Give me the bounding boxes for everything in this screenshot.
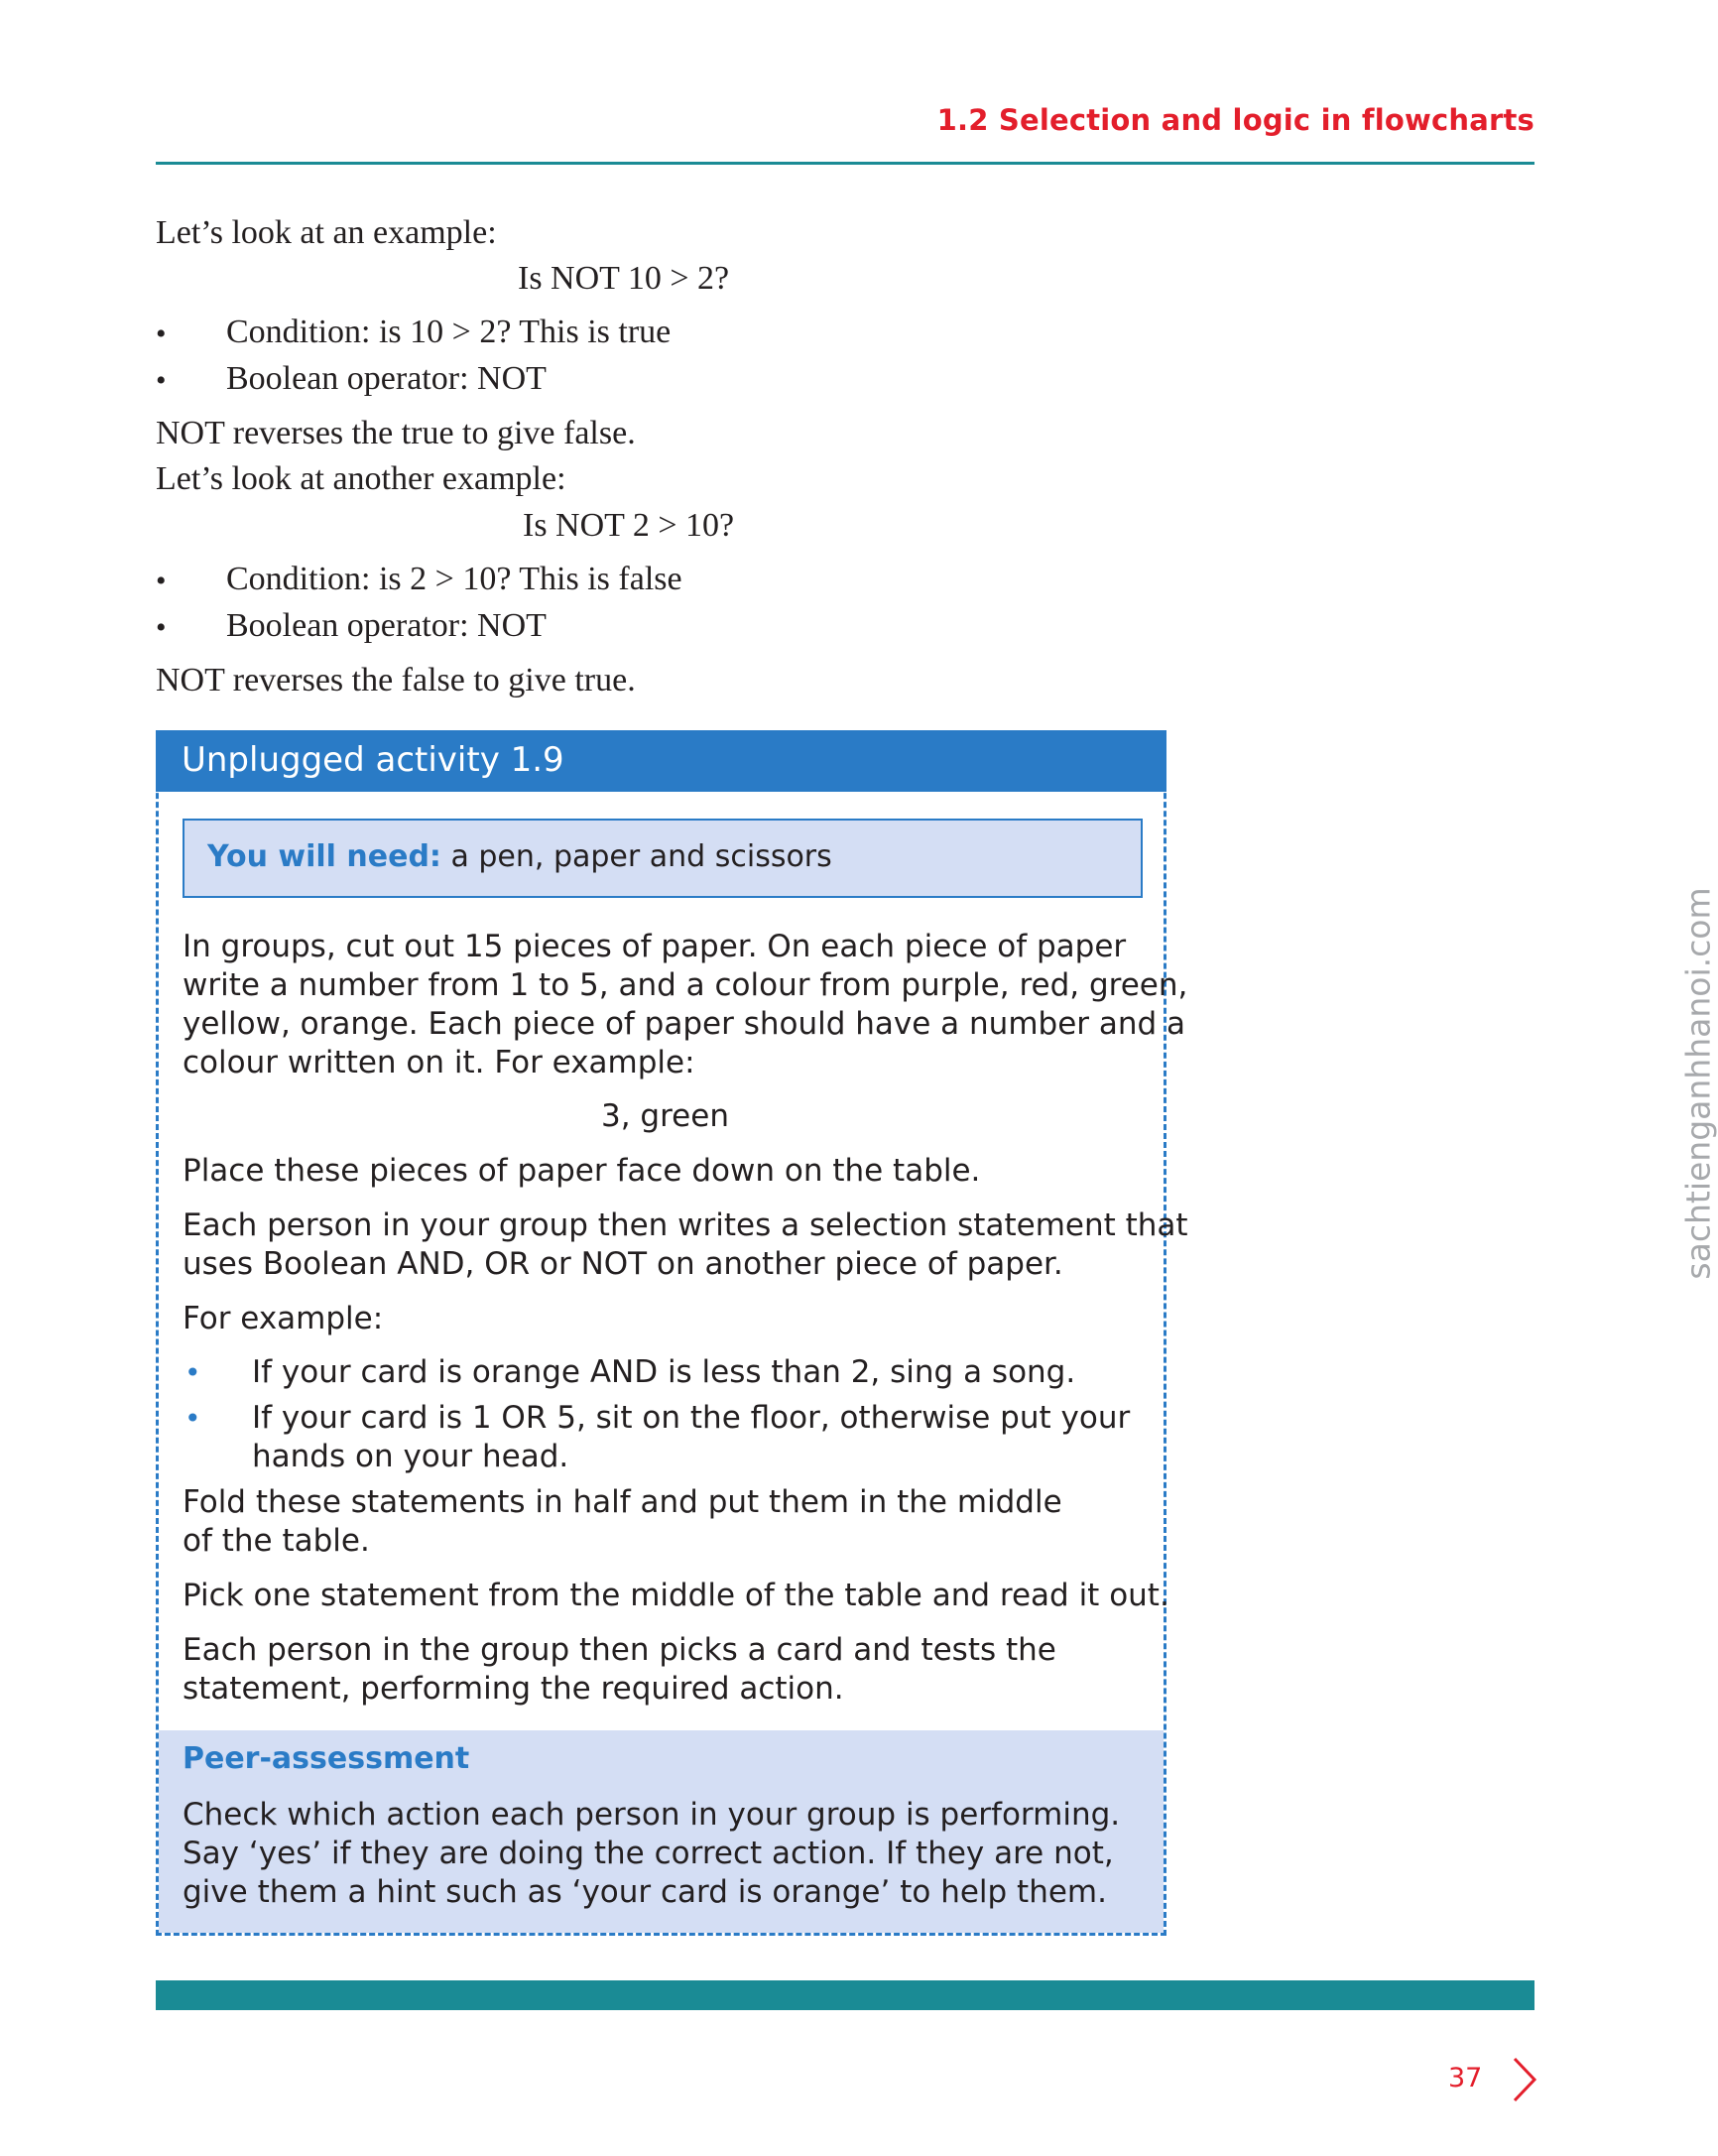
bullet-item: Condition: is 10 > 2? This is true [226,314,672,350]
you-will-need-items: a pen, paper and scissors [440,839,832,874]
activity-text-line: Fold these statements in half and put them in the middle [183,1484,1062,1520]
bullet-item: Condition: is 2 > 10? This is false [226,561,682,597]
chevron-right-icon[interactable] [1512,2056,1537,2103]
peer-assessment-title: Peer-assessment [183,1741,470,1776]
result-2: NOT reverses the false to give true. [156,662,636,698]
example-2: Is NOT 2 > 10? [523,507,735,544]
activity-text-line: Place these pieces of paper face down on the table. [183,1153,981,1189]
you-will-need-text [207,839,832,874]
activity-bullet-line: If your card is 1 OR 5, sit on the floor, otherwise put your [252,1400,1131,1436]
peer-assessment-line: give them a hint such as ‘your card is orange’ to help them. [183,1874,1107,1910]
intro-line-2: Let’s look at another example: [156,460,566,497]
activity-bullet-line: hands on your head. [252,1439,569,1474]
activity-text-line: In groups, cut out 15 pieces of paper. On each piece of paper [183,929,1127,964]
header-divider [156,162,1534,165]
activity-text-line: Each person in the group then picks a card and tests the [183,1632,1056,1668]
peer-assessment-panel [159,1730,1164,1933]
example-1: Is NOT 10 > 2? [518,260,730,297]
activity-text-line: write a number from 1 to 5, and a colour from purple, red, green, [183,967,1188,1003]
page-number: 37 [1448,2063,1483,2093]
bullet-marker: • [184,1356,201,1389]
watermark: sachtienganhhanoi.com [1678,887,1718,1280]
bullet-marker: • [184,1402,201,1435]
bullet-marker: • [156,565,167,597]
result-1: NOT reverses the true to give false. [156,415,636,451]
activity-header [156,730,1166,792]
activity-text-line: For example: [183,1301,384,1336]
bullet-marker: • [156,317,167,350]
you-will-need-label: You will need: [207,839,441,874]
activity-text-line: of the table. [183,1523,370,1559]
bullet-item: Boolean operator: NOT [226,607,547,644]
activity-text-line: Each person in your group then writes a selection statement that [183,1207,1188,1243]
activity-text-line: uses Boolean AND, OR or NOT on another piece of paper. [183,1246,1063,1282]
peer-assessment-line: Check which action each person in your group is performing. [183,1797,1121,1833]
activity-title: Unplugged activity 1.9 [182,740,564,780]
activity-example: 3, green [601,1098,729,1134]
bullet-marker: • [156,364,167,397]
bullet-item: Boolean operator: NOT [226,360,547,397]
you-will-need-box [183,819,1143,898]
chapter-section-title: 1.2 Selection and logic in flowcharts [936,103,1534,137]
peer-assessment-line: Say ‘yes’ if they are doing the correct action. If they are not, [183,1836,1114,1871]
bullet-marker: • [156,611,167,644]
activity-text-line: colour written on it. For example: [183,1045,695,1080]
activity-text-line: Pick one statement from the middle of the table and read it out. [183,1578,1169,1613]
footer-bar [156,1980,1534,2010]
activity-bullet-line: If your card is orange AND is less than 2, sing a song. [252,1354,1076,1390]
intro-line-1: Let’s look at an example: [156,214,497,251]
activity-text-line: statement, performing the required action. [183,1671,844,1707]
activity-text-line: yellow, orange. Each piece of paper should have a number and a [183,1006,1186,1042]
